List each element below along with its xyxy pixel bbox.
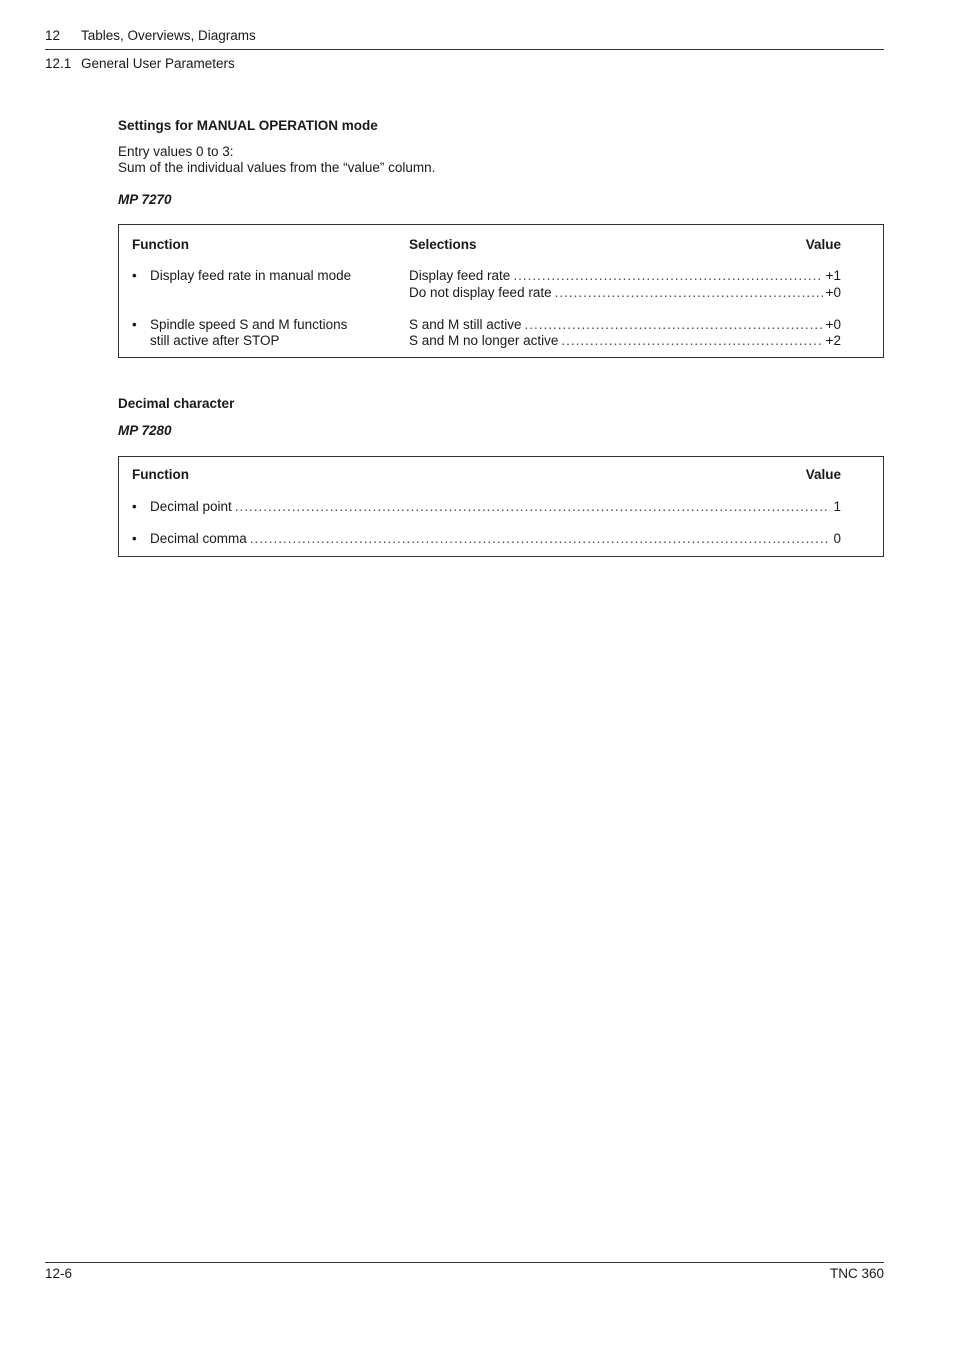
- bullet: •: [132, 317, 137, 332]
- option-decimal-point: [150, 499, 841, 515]
- option-label: Do not display feed rate: [409, 285, 552, 300]
- col-function-header: Function: [132, 467, 189, 482]
- section-title: General User Parameters: [81, 56, 235, 71]
- footer-rule: [45, 1262, 884, 1263]
- option-value: +0: [825, 285, 841, 300]
- option-display-feed-rate: [409, 268, 841, 284]
- option-label: S and M still active: [409, 317, 522, 332]
- function-line-1: Spindle speed S and M functions: [150, 317, 348, 332]
- function-spindle-speed: [150, 317, 347, 349]
- option-value: +0: [825, 317, 841, 332]
- option-s-m-no-longer-active: [409, 333, 841, 349]
- option-decimal-comma: [150, 531, 841, 547]
- function-display-feed-rate: Display feed rate in manual mode: [150, 268, 352, 283]
- manual-settings-title: Settings for MANUAL OPERATION mode: [118, 118, 378, 133]
- manual-settings-intro: [118, 144, 435, 176]
- col-value-header: Value: [805, 237, 841, 252]
- option-label: Decimal comma: [150, 531, 247, 546]
- leader-dots: [513, 268, 822, 284]
- leader-dots: [561, 333, 822, 349]
- function-line-2: still active after STOP: [150, 333, 280, 348]
- manual-settings-table: [118, 224, 884, 358]
- header-rule: [45, 49, 884, 50]
- option-value: 1: [833, 499, 841, 514]
- chapter-heading: [45, 28, 256, 43]
- section-heading: [45, 56, 235, 71]
- option-s-m-still-active: [409, 317, 841, 333]
- option-value: +1: [825, 268, 841, 283]
- bullet: •: [132, 499, 137, 514]
- chapter-number: 12: [45, 28, 61, 43]
- option-label: Decimal point: [150, 499, 232, 514]
- mp-7280-label: MP 7280: [118, 423, 172, 438]
- option-label: Display feed rate: [409, 268, 511, 283]
- option-label: S and M no longer active: [409, 333, 559, 348]
- leader-dots: [235, 499, 831, 515]
- intro-line-2: Sum of the individual values from the “value” column.: [118, 160, 436, 175]
- leader-dots: [525, 317, 823, 333]
- col-value-header: Value: [805, 467, 841, 482]
- section-number: 12.1: [45, 56, 72, 71]
- product-name: TNC 360: [829, 1266, 884, 1281]
- option-value: +2: [825, 333, 841, 348]
- option-value: 0: [833, 531, 841, 546]
- mp-7270-label: MP 7270: [118, 192, 172, 207]
- decimal-table: [118, 456, 884, 557]
- col-selections-header: Selections: [409, 237, 477, 252]
- bullet: •: [132, 531, 137, 546]
- col-function-header: Function: [132, 237, 189, 252]
- decimal-title: Decimal character: [118, 396, 235, 411]
- chapter-title: Tables, Overviews, Diagrams: [81, 28, 256, 43]
- bullet: •: [132, 268, 137, 283]
- page-number: 12-6: [45, 1266, 73, 1281]
- intro-line-1: Entry values 0 to 3:: [118, 144, 234, 159]
- leader-dots: [250, 531, 831, 547]
- option-no-feed-rate: [409, 285, 841, 301]
- leader-dots: [555, 285, 823, 301]
